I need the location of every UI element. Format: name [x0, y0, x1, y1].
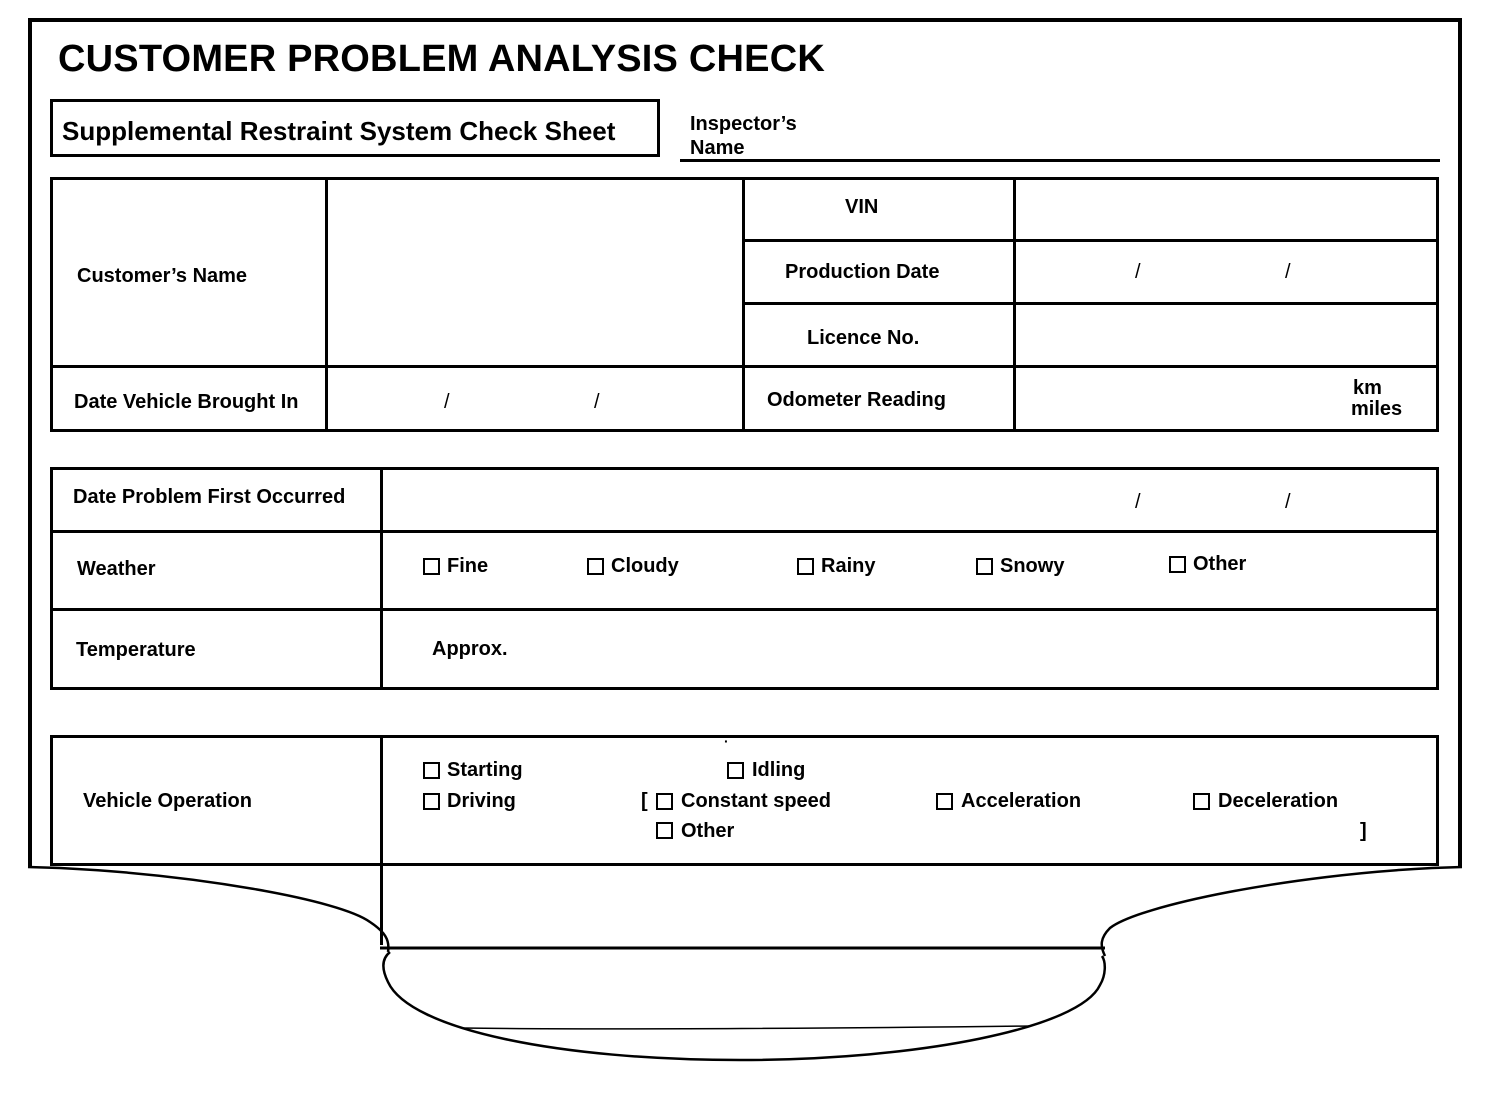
table1-col-line	[742, 177, 745, 432]
curl-loop	[383, 952, 1104, 1060]
inspector-name-label	[690, 112, 797, 160]
inspector-label-line2: Name	[690, 137, 745, 159]
date-separator: /	[444, 391, 450, 413]
operation-idling-label: Idling	[752, 759, 806, 781]
curl-inner-curve	[462, 1026, 1030, 1029]
table2-row-line	[50, 530, 1439, 533]
table2-top-border	[50, 467, 1439, 470]
curl-right-edge	[1102, 867, 1462, 956]
frame-top-border	[28, 18, 1462, 22]
weather-label: Weather	[77, 558, 156, 580]
weather-snowy-label: Snowy	[1000, 555, 1065, 577]
production-date-label: Production Date	[785, 261, 940, 283]
temperature-approx-label: Approx.	[432, 638, 508, 660]
operation-other-label: Other	[681, 820, 735, 842]
table1-right-border	[1436, 177, 1439, 432]
temperature-field[interactable]	[530, 615, 1430, 683]
table2-left-border	[50, 467, 53, 690]
operation-acceleration-label: Acceleration	[961, 790, 1082, 812]
vehicle-operation-label: Vehicle Operation	[83, 790, 252, 812]
weather-snowy-checkbox[interactable]	[976, 558, 993, 575]
table1-col-line	[1013, 177, 1016, 432]
weather-rainy-label: Rainy	[821, 555, 876, 577]
customer-name-field[interactable]	[330, 182, 740, 362]
bracket-open: [	[641, 790, 648, 812]
operation-deceleration-label: Deceleration	[1218, 790, 1339, 812]
frame-right-border	[1458, 20, 1462, 868]
sheet-subtitle: Supplemental Restraint System Check Sheet	[62, 116, 616, 146]
page-curl-bottom	[0, 860, 1504, 1090]
date-first-occurred-field[interactable]	[385, 472, 1433, 527]
table2-right-border	[1436, 467, 1439, 690]
odometer-field[interactable]	[1018, 370, 1338, 425]
weather-other-checkbox[interactable]	[1169, 556, 1186, 573]
curl-left-edge	[28, 867, 388, 952]
km-unit-label: km	[1353, 377, 1382, 399]
date-separator: /	[1285, 491, 1291, 513]
temperature-label: Temperature	[76, 639, 196, 661]
page-title: CUSTOMER PROBLEM ANALYSIS CHECK	[58, 38, 825, 80]
table2-bottom-border	[50, 687, 1439, 690]
weather-rainy-checkbox[interactable]	[797, 558, 814, 575]
table1-row-line	[744, 302, 1439, 305]
operation-starting-checkbox[interactable]	[423, 762, 440, 779]
operation-deceleration-checkbox[interactable]	[1193, 793, 1210, 810]
date-separator: /	[594, 391, 600, 413]
vin-field[interactable]	[1018, 182, 1433, 237]
date-separator: /	[1285, 261, 1291, 283]
table2-col-line	[380, 467, 383, 690]
operation-constant-speed-label: Constant speed	[681, 790, 832, 812]
table1-left-border	[50, 177, 53, 432]
date-separator: /	[1135, 261, 1141, 283]
operation-driving-label: Driving	[447, 790, 516, 812]
operation-driving-checkbox[interactable]	[423, 793, 440, 810]
date-brought-in-label: Date Vehicle Brought In	[74, 391, 299, 413]
operation-idling-checkbox[interactable]	[727, 762, 744, 779]
odometer-label: Odometer Reading	[767, 389, 946, 411]
licence-no-label: Licence No.	[807, 327, 920, 349]
table3-right-border	[1436, 735, 1439, 866]
licence-no-field[interactable]	[1018, 307, 1433, 362]
table3-left-border	[50, 735, 53, 866]
customer-name-label: Customer’s Name	[77, 265, 248, 287]
bracket-close: ]	[1360, 820, 1367, 842]
operation-constant-speed-checkbox[interactable]	[656, 793, 673, 810]
operation-acceleration-checkbox[interactable]	[936, 793, 953, 810]
frame-left-border	[28, 20, 32, 868]
inspector-name-field[interactable]	[680, 159, 1440, 162]
weather-cloudy-checkbox[interactable]	[587, 558, 604, 575]
inspector-label-line1: Inspector’s	[690, 113, 797, 135]
weather-cloudy-label: Cloudy	[611, 555, 679, 577]
miles-unit-label: miles	[1351, 398, 1403, 420]
operation-starting-label: Starting	[447, 759, 523, 781]
table1-col-line	[325, 177, 328, 432]
stray-dot: ·	[724, 733, 729, 749]
table1-row-line	[744, 239, 1439, 242]
weather-fine-checkbox[interactable]	[423, 558, 440, 575]
weather-fine-label: Fine	[447, 555, 489, 577]
table3-top-border	[50, 735, 1439, 738]
weather-other-label: Other	[1193, 553, 1247, 575]
operation-other-checkbox[interactable]	[656, 822, 673, 839]
date-first-occurred-label: Date Problem First Occurred	[73, 486, 346, 508]
vin-label: VIN	[845, 196, 879, 218]
table2-row-line	[50, 608, 1439, 611]
date-separator: /	[1135, 491, 1141, 513]
